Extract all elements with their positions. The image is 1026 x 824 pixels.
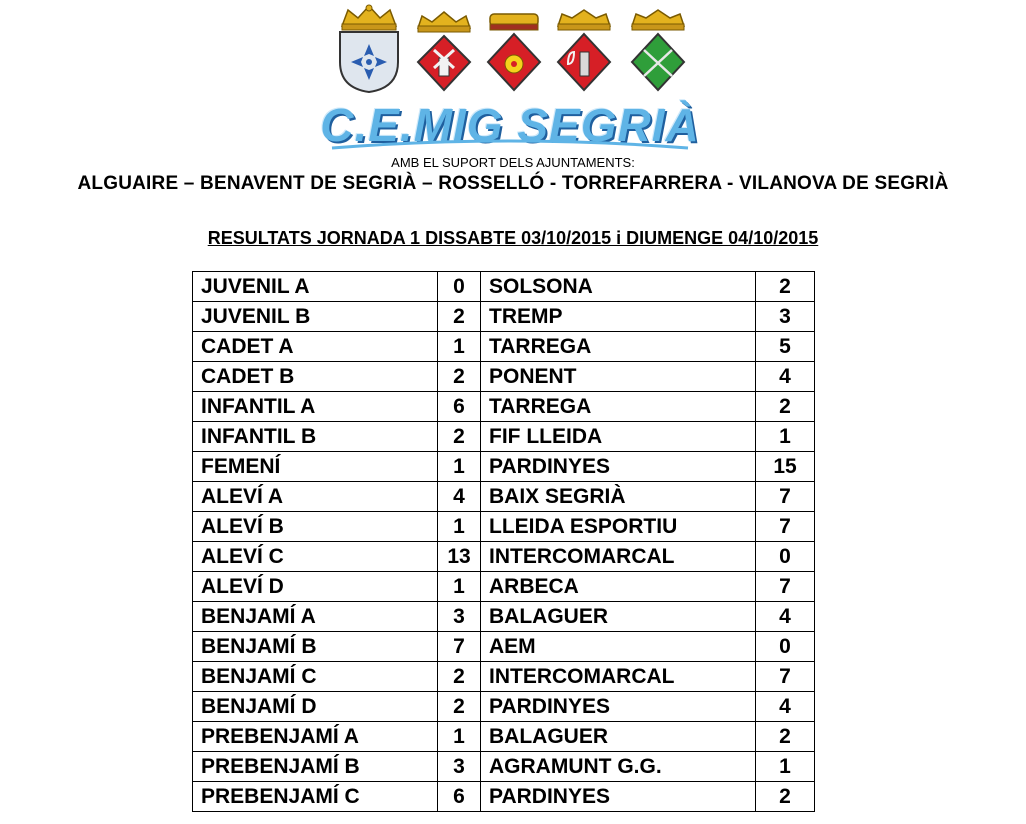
- table-row: [193, 542, 815, 572]
- table-row: [193, 482, 815, 512]
- opponent-score-cell: 2: [756, 392, 815, 422]
- table-row: [193, 692, 815, 722]
- support-line: AMB EL SUPORT DELS AJUNTAMENTS:: [391, 155, 635, 170]
- table-row: [193, 362, 815, 392]
- table-row: [193, 512, 815, 542]
- results-title: RESULTATS JORNADA 1 DISSABTE 03/10/2015 i DIUMENGE 04/10/2015: [207, 228, 819, 248]
- municipal-crests: [330, 4, 700, 96]
- opponent-score-cell: 4: [756, 692, 815, 722]
- score-cell: 4: [438, 482, 481, 512]
- opponent-score-cell: 7: [756, 482, 815, 512]
- team-cell: ALEVÍ D: [193, 572, 438, 602]
- team-cell: PREBENJAMÍ C: [193, 782, 438, 812]
- score-cell: 3: [438, 602, 481, 632]
- team-cell: BENJAMÍ D: [193, 692, 438, 722]
- team-cell: JUVENIL B: [193, 302, 438, 332]
- score-cell: 1: [438, 332, 481, 362]
- opponent-score-cell: 5: [756, 332, 815, 362]
- results-table-body: [193, 272, 815, 812]
- score-cell: 3: [438, 752, 481, 782]
- opponent-score-cell: 1: [756, 422, 815, 452]
- opponent-score-cell: 0: [756, 542, 815, 572]
- score-cell: 2: [438, 362, 481, 392]
- opponent-cell: BALAGUER: [481, 602, 756, 632]
- opponent-cell: LLEIDA ESPORTIU: [481, 512, 756, 542]
- opponent-score-cell: 4: [756, 362, 815, 392]
- table-row: [193, 782, 815, 812]
- score-cell: 6: [438, 392, 481, 422]
- opponent-cell: FIF LLEIDA: [481, 422, 756, 452]
- team-cell: ALEVÍ B: [193, 512, 438, 542]
- opponent-cell: PARDINYES: [481, 782, 756, 812]
- opponent-cell: BAIX SEGRIÀ: [481, 482, 756, 512]
- score-cell: 0: [438, 272, 481, 302]
- rossello-crest: [482, 4, 546, 94]
- score-cell: 1: [438, 512, 481, 542]
- team-cell: PREBENJAMÍ A: [193, 722, 438, 752]
- opponent-cell: PARDINYES: [481, 452, 756, 482]
- opponent-score-cell: 15: [756, 452, 815, 482]
- team-cell: ALEVÍ C: [193, 542, 438, 572]
- team-cell: PREBENJAMÍ B: [193, 752, 438, 782]
- score-cell: 2: [438, 302, 481, 332]
- opponent-cell: INTERCOMARCAL: [481, 542, 756, 572]
- benavent-crest: [412, 4, 476, 94]
- opponent-score-cell: 7: [756, 572, 815, 602]
- club-logo-swoosh: [330, 138, 690, 154]
- table-row: [193, 662, 815, 692]
- opponent-cell: ARBECA: [481, 572, 756, 602]
- opponent-cell: TREMP: [481, 302, 756, 332]
- team-cell: INFANTIL B: [193, 422, 438, 452]
- opponent-cell: AEM: [481, 632, 756, 662]
- vilanova-crest: [626, 4, 690, 94]
- opponent-cell: BALAGUER: [481, 722, 756, 752]
- opponent-cell: TARREGA: [481, 392, 756, 422]
- team-cell: CADET A: [193, 332, 438, 362]
- team-cell: BENJAMÍ A: [193, 602, 438, 632]
- opponent-cell: TARREGA: [481, 332, 756, 362]
- table-row: [193, 422, 815, 452]
- opponent-score-cell: 7: [756, 662, 815, 692]
- score-cell: 6: [438, 782, 481, 812]
- table-row: [193, 332, 815, 362]
- table-row: [193, 602, 815, 632]
- score-cell: 13: [438, 542, 481, 572]
- table-row: [193, 272, 815, 302]
- alguaire-crest: [334, 4, 404, 94]
- table-row: [193, 572, 815, 602]
- table-row: [193, 752, 815, 782]
- score-cell: 7: [438, 632, 481, 662]
- team-cell: CADET B: [193, 362, 438, 392]
- torrefarrera-crest: [552, 4, 616, 94]
- opponent-score-cell: 2: [756, 722, 815, 752]
- opponent-score-cell: 2: [756, 272, 815, 302]
- table-row: [193, 392, 815, 422]
- opponent-score-cell: 4: [756, 602, 815, 632]
- opponent-score-cell: 7: [756, 512, 815, 542]
- score-cell: 2: [438, 422, 481, 452]
- opponent-cell: INTERCOMARCAL: [481, 662, 756, 692]
- club-logo-text: C.E.MIG SEGRIÀ: [320, 99, 700, 151]
- results-table: [192, 271, 815, 812]
- table-row: [193, 452, 815, 482]
- team-cell: BENJAMÍ B: [193, 632, 438, 662]
- team-cell: INFANTIL A: [193, 392, 438, 422]
- table-row: [193, 302, 815, 332]
- opponent-score-cell: 3: [756, 302, 815, 332]
- table-row: [193, 722, 815, 752]
- opponent-score-cell: 1: [756, 752, 815, 782]
- score-cell: 1: [438, 572, 481, 602]
- opponent-cell: AGRAMUNT G.G.: [481, 752, 756, 782]
- score-cell: 1: [438, 722, 481, 752]
- score-cell: 2: [438, 692, 481, 722]
- team-cell: JUVENIL A: [193, 272, 438, 302]
- team-cell: FEMENÍ: [193, 452, 438, 482]
- score-cell: 1: [438, 452, 481, 482]
- opponent-score-cell: 2: [756, 782, 815, 812]
- towns-line: ALGUAIRE – BENAVENT DE SEGRIÀ – ROSSELLÓ - TORREFARRERA - VILANOVA DE SEGRIÀ: [77, 173, 949, 194]
- opponent-score-cell: 0: [756, 632, 815, 662]
- score-cell: 2: [438, 662, 481, 692]
- table-row: [193, 632, 815, 662]
- opponent-cell: PARDINYES: [481, 692, 756, 722]
- opponent-cell: PONENT: [481, 362, 756, 392]
- opponent-cell: SOLSONA: [481, 272, 756, 302]
- team-cell: BENJAMÍ C: [193, 662, 438, 692]
- team-cell: ALEVÍ A: [193, 482, 438, 512]
